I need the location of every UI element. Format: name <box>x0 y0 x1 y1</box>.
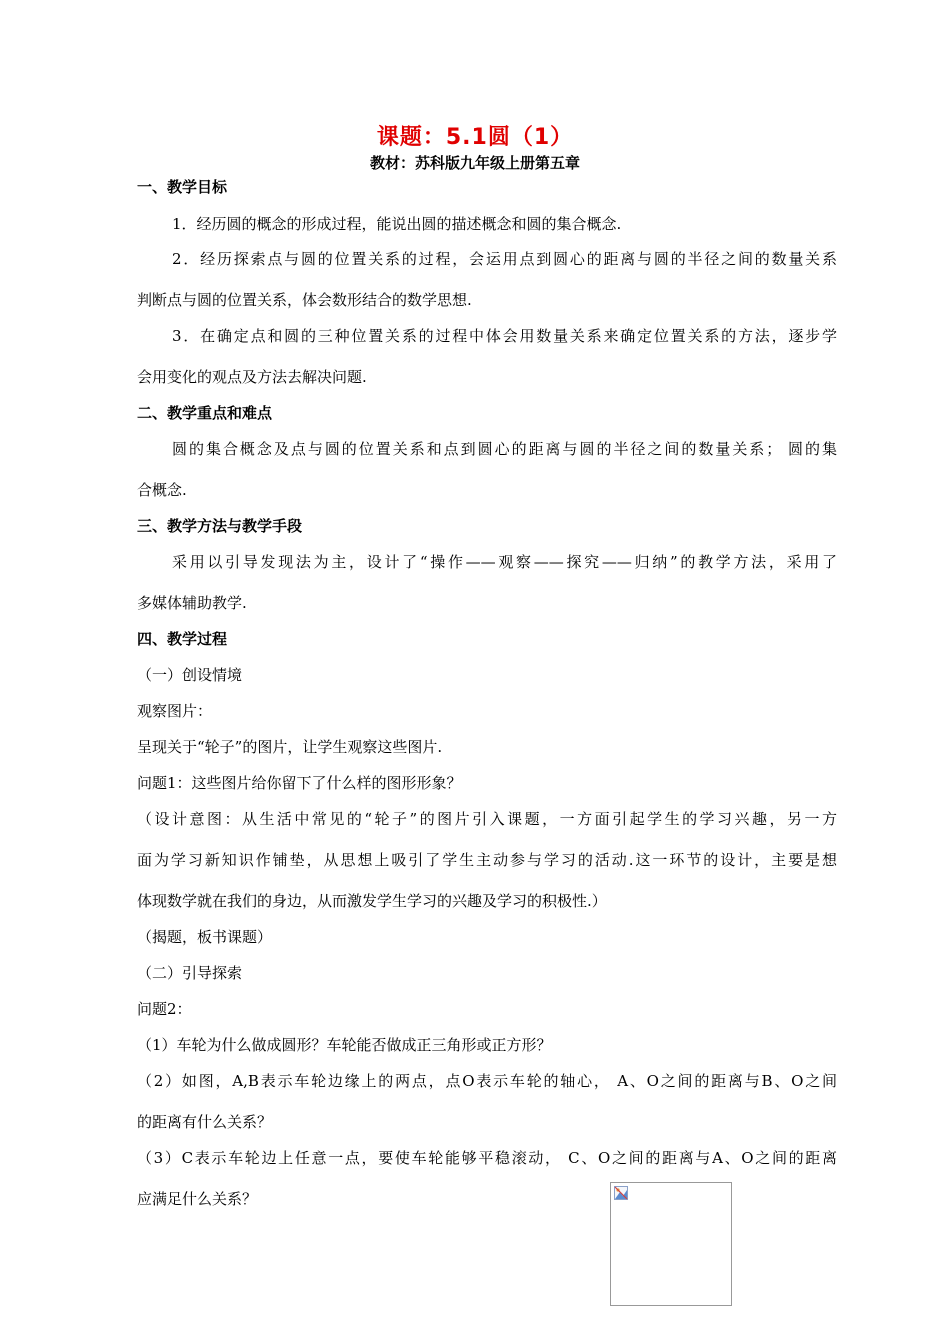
paragraph-line: 合概念. <box>137 481 187 499</box>
paragraph-line: （一）创设情境 <box>137 666 243 684</box>
paragraph-line: 多媒体辅助教学. <box>137 594 247 612</box>
paragraph-line: （1）车轮为什么做成圆形？车轮能否做成正三角形或正方形？ <box>137 1036 552 1054</box>
paragraph-line: 应满足什么关系？ <box>137 1190 258 1208</box>
section-heading: 三、教学方法与教学手段 <box>137 517 303 535</box>
paragraph-line: 采用以引导发现法为主，设计了“操作——观察——探究——归纳”的教学方法，采用了 <box>172 553 837 571</box>
paragraph-line: （二）引导探索 <box>137 964 243 982</box>
paragraph-line: 2．经历探索点与圆的位置关系的过程，会运用点到圆心的距离与圆的半径之间的数量关系 <box>172 250 837 268</box>
section-heading: 四、教学过程 <box>137 630 228 648</box>
paragraph-line: 3．在确定点和圆的三种位置关系的过程中体会用数量关系来确定位置关系的方法，逐步学 <box>172 327 837 345</box>
figure-placeholder <box>610 1182 732 1306</box>
paragraph-line: （3）C表示车轮边上任意一点，要使车轮能够平稳滚动， C、O之间的距离与A、O之间的距离 <box>137 1149 837 1167</box>
paragraph-line: 判断点与圆的位置关系，体会数形结合的数学思想. <box>137 291 472 309</box>
section-heading: 一、教学目标 <box>137 178 228 196</box>
paragraph-line: 呈现关于“轮子”的图片，让学生观察这些图片. <box>137 738 443 756</box>
paragraph-line: 会用变化的观点及方法去解决问题. <box>137 368 367 386</box>
paragraph-line: 观察图片： <box>137 702 213 720</box>
paragraph-line: 问题2： <box>137 1000 192 1018</box>
paragraph-line: 体现数学就在我们的身边，从而激发学生学习的兴趣及学习的积极性.） <box>137 892 607 910</box>
paragraph-line: （2）如图，A,B表示车轮边缘上的两点，点O表示车轮的轴心， A、O之间的距离与B、O之间 <box>137 1072 837 1090</box>
broken-image-icon <box>614 1186 628 1200</box>
paragraph-line: （揭题，板书课题） <box>137 928 273 946</box>
page-title: 课题：5.1圆（1） <box>376 125 574 150</box>
paragraph-line: 的距离有什么关系？ <box>137 1113 273 1131</box>
paragraph-line: 面为学习新知识作铺垫，从思想上吸引了学生主动参与学习的活动.这一环节的设计，主要是想 <box>137 851 837 869</box>
paragraph-line: 1．经历圆的概念的形成过程，能说出圆的描述概念和圆的集合概念. <box>172 215 622 233</box>
page-subtitle: 教材：苏科版九年级上册第五章 <box>369 154 580 172</box>
section-heading: 二、教学重点和难点 <box>137 404 273 422</box>
paragraph-line: （设计意图：从生活中常见的“轮子”的图片引入课题，一方面引起学生的学习兴趣，另一方 <box>137 810 837 828</box>
paragraph-line: 圆的集合概念及点与圆的位置关系和点到圆心的距离与圆的半径之间的数量关系； 圆的集 <box>172 440 837 458</box>
paragraph-line: 问题1：这些图片给你留下了什么样的图形形象？ <box>137 774 462 792</box>
